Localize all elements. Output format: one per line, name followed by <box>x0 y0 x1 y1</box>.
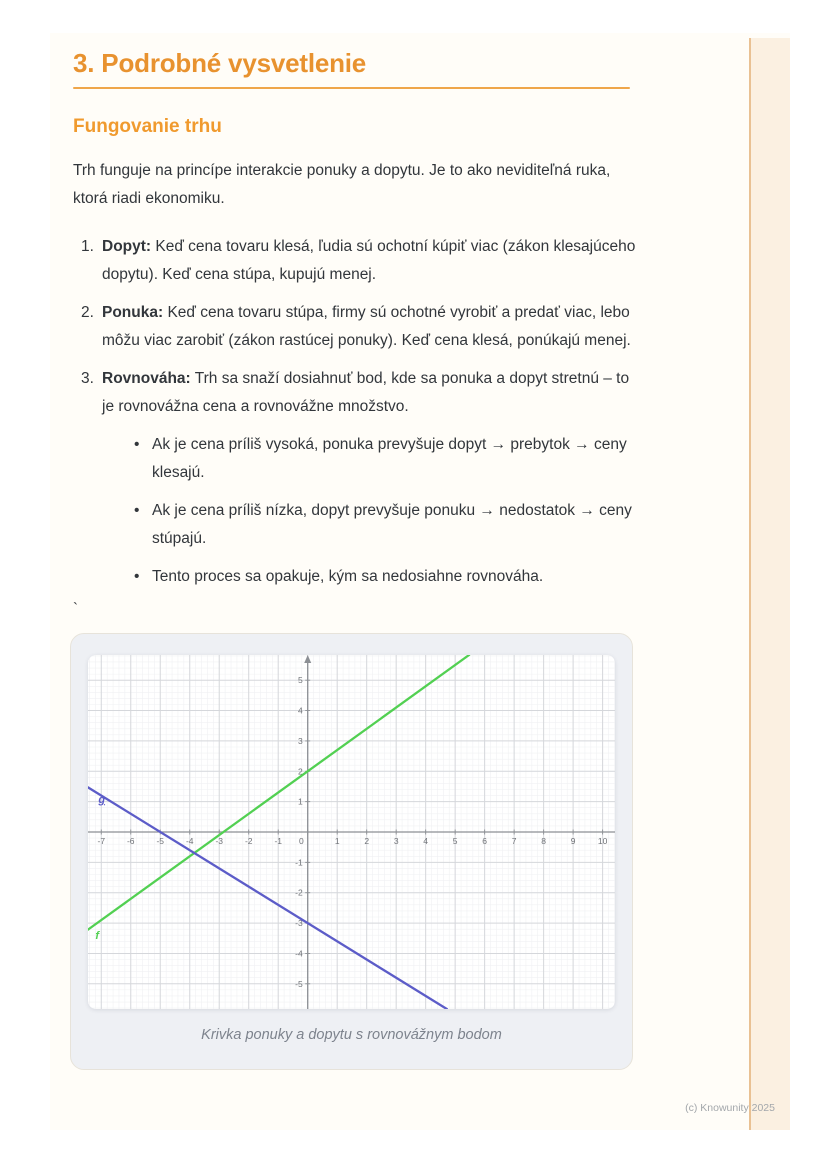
svg-text:g: g <box>98 794 106 807</box>
bullet-list <box>102 431 638 591</box>
term-rovnovaha: Rovnováha: <box>102 370 191 387</box>
figure-card <box>70 633 633 1070</box>
svg-text:8: 8 <box>541 836 546 846</box>
supply-demand-chart <box>88 655 615 1009</box>
svg-text:-1: -1 <box>274 836 283 846</box>
bullet-icon: • <box>134 568 140 585</box>
svg-text:10: 10 <box>597 836 608 846</box>
svg-text:-3: -3 <box>215 836 224 846</box>
svg-text:-4: -4 <box>295 948 303 959</box>
sub-list-item-text: Tento proces sa opakuje, kým sa nedosiahne rovnováha. <box>152 568 544 585</box>
term-ponuka: Ponuka: <box>102 304 164 321</box>
sub-list-item <box>134 563 638 591</box>
term-rovnovaha-description: Trh sa snaží dosiahnuť bod, kde sa ponuka a dopyt stretnú – to je rovnovážna cena a rovnovážne množstvo. <box>102 370 630 415</box>
svg-text:1: 1 <box>334 836 340 846</box>
page-accent-strip <box>749 38 790 1130</box>
svg-text:7: 7 <box>511 836 517 846</box>
term-ponuka-description: Keď cena tovaru stúpa, firmy sú ochotné vyrobiť a predať viac, lebo môžu viac zarobiť (zákon rastúcej ponuky). Keď cena klesá, ponúkajú menej. <box>102 304 631 349</box>
svg-text:4: 4 <box>297 705 303 716</box>
list-item-text <box>102 233 638 289</box>
numbered-list <box>73 233 638 591</box>
svg-text:4: 4 <box>423 836 429 846</box>
svg-text:3: 3 <box>393 836 399 846</box>
svg-text:-4: -4 <box>185 836 194 846</box>
term-dopyt-description: Keď cena tovaru klesá, ľudia sú ochotní kúpiť viac (zákon klesajúceho dopytu). Keď cena stúpa, kupujú menej. <box>102 238 636 283</box>
list-marker: 3. <box>81 370 94 387</box>
bullet-icon: • <box>134 436 140 453</box>
page-content <box>73 33 638 1070</box>
sub-list-item-text: Ak je cena príliš nízka, dopyt prevyšuje ponuku → nedostatok → ceny stúpajú. <box>152 502 632 547</box>
svg-text:-5: -5 <box>156 836 165 846</box>
list-marker: 2. <box>81 304 94 321</box>
svg-text:-3: -3 <box>295 918 303 929</box>
svg-text:3: 3 <box>297 735 303 746</box>
svg-text:-2: -2 <box>295 887 303 898</box>
stray-character: ` <box>73 600 78 617</box>
list-item-ponuka <box>81 299 638 355</box>
list-item-rovnovaha <box>81 365 638 591</box>
intro-paragraph: Trh funguje na princípe interakcie ponuky a dopytu. Je to ako neviditeľná ruka, ktorá riadi ekonomiku. <box>73 162 611 207</box>
svg-text:5: 5 <box>297 675 303 686</box>
figure-caption: Krivka ponuky a dopytu s rovnovážnym bodom <box>201 1027 502 1043</box>
svg-text:2: 2 <box>297 766 303 777</box>
list-item-text <box>102 365 638 591</box>
list-item-dopyt <box>81 233 638 289</box>
svg-text:5: 5 <box>452 836 458 846</box>
page-title: 3. Podrobné vysvetlenie <box>73 48 367 78</box>
svg-text:1: 1 <box>297 796 303 807</box>
list-item-text <box>102 299 638 355</box>
sub-list-item <box>134 431 638 487</box>
copyright-footer: (c) Knowunity 2025 <box>685 1102 775 1114</box>
svg-text:-2: -2 <box>244 836 253 846</box>
term-dopyt: Dopyt: <box>102 238 152 255</box>
svg-text:-5: -5 <box>295 978 303 989</box>
svg-text:-1: -1 <box>295 857 303 868</box>
list-marker: 1. <box>81 238 94 255</box>
sub-list-item-text: Ak je cena príliš vysoká, ponuka prevyšuje dopyt → prebytok → ceny klesajú. <box>152 436 627 481</box>
svg-text:6: 6 <box>482 836 488 846</box>
section-heading: Fungovanie trhu <box>73 116 222 137</box>
svg-text:2: 2 <box>364 836 370 846</box>
svg-text:9: 9 <box>570 836 576 846</box>
svg-text:f: f <box>95 929 100 942</box>
document-page <box>50 33 790 1130</box>
title-underline <box>73 87 630 89</box>
svg-text:0: 0 <box>298 836 304 846</box>
supply-demand-chart-svg <box>88 655 615 1009</box>
svg-text:-6: -6 <box>126 836 135 846</box>
sub-list-item <box>134 497 638 553</box>
svg-text:-7: -7 <box>97 836 106 846</box>
bullet-icon: • <box>134 502 140 519</box>
